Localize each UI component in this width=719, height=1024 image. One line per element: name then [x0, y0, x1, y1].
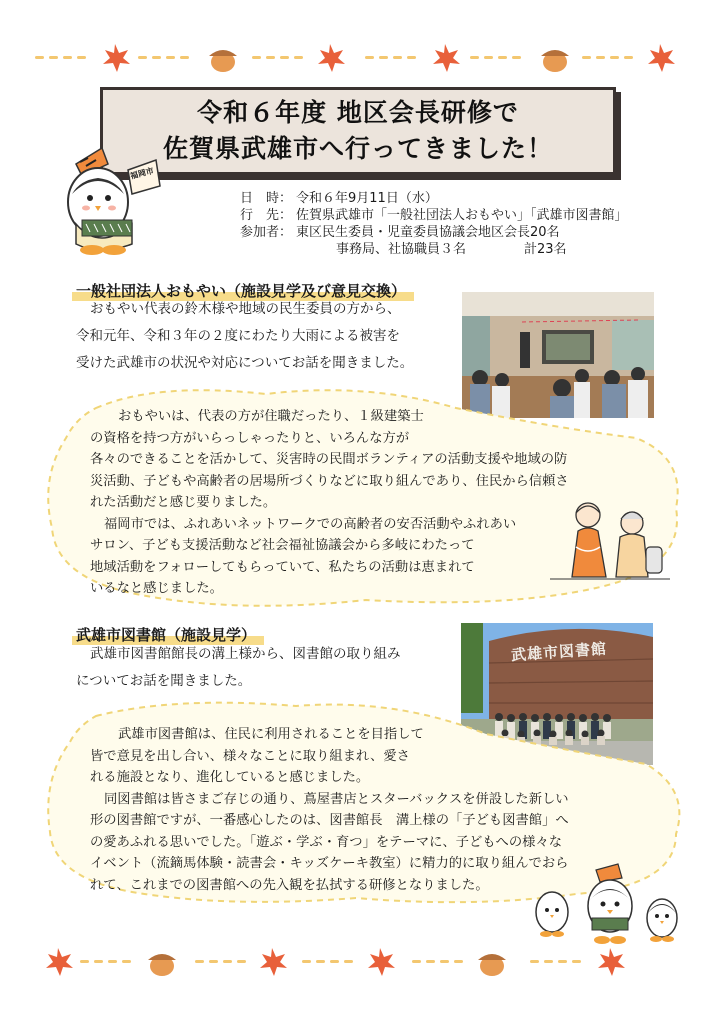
section2-body-line: れる施設となり、進化していると感じました。: [90, 770, 370, 785]
section2-body-line: 皆で意見を出し合い、様々なことに取り組まれ、愛さ: [90, 748, 410, 764]
date-label: 日 時：: [240, 191, 293, 206]
autumn-leaf-border-bottom: [20, 942, 700, 982]
section1-intro: [76, 296, 413, 377]
participants-sub: 事務局、社協職員３名: [336, 242, 467, 257]
participants-value: 東区民生委員・児童委員協議会地区会長20名: [296, 225, 560, 240]
penguin-mascots-group: [526, 860, 686, 950]
section2-body-line: 形の図書館ですが、一番感心したのは、図書館長 溝上様の「子ども図書館」へ: [90, 813, 569, 828]
section1-intro-line: 令和元年、令和３年の２度にわたり大雨による被害を: [76, 328, 400, 344]
section2-intro-line: 武雄市図書館館長の溝上様から、図書館の取り組み: [90, 646, 401, 662]
section1-body-line: れた活動だと感じ要りました。: [90, 495, 277, 510]
autumn-decoration-icon: [20, 38, 700, 78]
destination-row: [240, 207, 628, 224]
section1-body-line: 各々のできることを活かして、災害時の民間ボランティアの活動支援や地域の防: [90, 452, 568, 467]
elderly-couple-illustration: [550, 497, 670, 583]
section1-body-line: 福岡市では、ふれあいネットワークでの高齢者の安否活動やふれあい: [104, 516, 517, 532]
section2-body-line: れて、これまでの図書館への先入観を払拭する研修となりました。: [90, 877, 489, 893]
section1-intro-line: おもやい代表の鈴木様や地域の民生委員の方から、: [90, 301, 401, 317]
section1-body-line: 災活動、子どもや高齢者の居場所づくりなどに取り組んであり、住民から信頼さ: [90, 473, 569, 489]
destination-value: 佐賀県武雄市「一般社団法人おもやい」「武雄市図書館」: [296, 208, 628, 223]
participants-sub-row: [240, 241, 628, 258]
section1-body-line: いるなと感じました。: [90, 581, 223, 596]
page-title-line1: 令和６年度 地区会長研修で: [197, 98, 519, 127]
section1-body-line: おもやいは、代表の方が住職だったり、１級建築士: [118, 409, 424, 424]
section1-heading: 一般社団法人おもやい（施設見学及び意見交換）: [72, 280, 414, 301]
section1-intro-line: 受けた武雄市の状況や対応についてお話を聞きました。: [76, 355, 414, 371]
section1-body-line: 地域活動をフォローしてもらっていて、私たちの活動は恵まれて: [90, 559, 475, 575]
destination-label: 行 先：: [240, 208, 293, 223]
penguin-mascot-icon: [526, 860, 686, 950]
section2-body: [90, 724, 569, 896]
date-value: 令和６年9月11日（水）: [296, 191, 438, 206]
mascot-sign-text: 福岡市: [129, 166, 155, 181]
section1-body-line: サロン、子ども支援活動など社会福祉協議会から多岐にわたって: [90, 538, 475, 553]
section2-body-line: イベント（流鏑馬体験・読書会・キッズケーキ教室）に精力的に取り組んでおら: [90, 856, 569, 871]
section2-heading: 武雄市図書館（施設見学）: [72, 624, 264, 645]
penguin-mascot-icon: [56, 124, 168, 260]
date-row: [240, 190, 628, 207]
penguin-mascot-illustration: [56, 124, 168, 260]
participants-label: 参加者：: [240, 225, 293, 240]
participants-row: [240, 224, 628, 241]
autumn-decoration-icon: [20, 942, 700, 982]
autumn-leaf-border-top: [20, 38, 700, 78]
section2-intro: [76, 641, 401, 695]
participants-total: 計23名: [524, 242, 567, 257]
section2-body-line: 同図書館は皆さまご存じの通り、蔦屋書店とスターバックスを併設した新しい: [104, 791, 569, 807]
section1-body: [90, 406, 569, 600]
section1-body-line: の資格を持つ方がいらっしゃったりと、いろんな方が: [90, 430, 410, 446]
section2-body-line: 武雄市図書館は、住民に利用されることを目指して: [118, 727, 424, 742]
event-info: [240, 190, 628, 258]
library-building-sign: 武雄市図書館: [510, 639, 608, 665]
section2-intro-line: についてお話を聞きました。: [76, 673, 252, 689]
title-box: [100, 87, 616, 175]
page-title-line2: 佐賀県武雄市へ行ってきました！: [162, 134, 553, 163]
section2-body-line: の愛あふれる思いでした。「遊ぶ・学ぶ・育つ」をテーマに、子どもへの様々な: [90, 834, 563, 850]
elderly-people-icon: [550, 497, 670, 583]
